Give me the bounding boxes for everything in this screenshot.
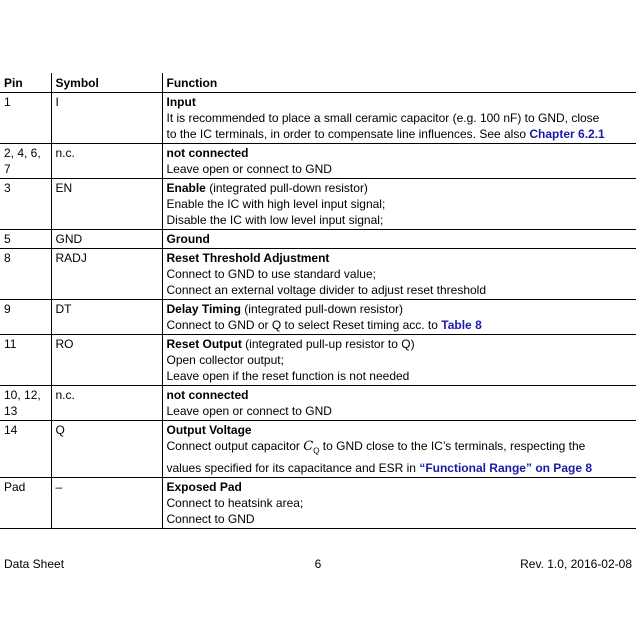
function-cell bbox=[162, 477, 636, 528]
pin-cell: 14 bbox=[0, 421, 51, 478]
pin-cell: 1 bbox=[0, 93, 51, 144]
pin-line: 10, 12, bbox=[4, 388, 41, 402]
table-row bbox=[0, 144, 636, 179]
function-desc: Connect an external voltage divider to adjust reset threshold bbox=[166, 283, 487, 297]
table-row bbox=[0, 421, 636, 478]
function-desc: to the IC terminals, in order to compensate line influences. See also bbox=[166, 127, 530, 141]
function-title: Input bbox=[166, 95, 196, 109]
symbol-cell: n.c. bbox=[51, 386, 162, 421]
function-cell bbox=[162, 386, 636, 421]
function-desc: values specified for its capacitance and ESR in bbox=[166, 460, 420, 475]
function-cell bbox=[162, 249, 636, 300]
pin-cell bbox=[0, 144, 51, 179]
function-desc-line bbox=[167, 317, 633, 333]
function-title-suffix: (integrated pull-up resistor to Q) bbox=[241, 337, 415, 351]
table-row bbox=[0, 249, 636, 300]
function-desc: Leave open or connect to GND bbox=[166, 162, 332, 176]
table-row bbox=[0, 230, 636, 249]
function-desc: Connect to heatsink area; bbox=[166, 495, 304, 510]
symbol-cell: RO bbox=[51, 335, 162, 386]
function-title-suffix: (integrated pull-down resistor) bbox=[205, 181, 368, 195]
function-cell bbox=[162, 421, 636, 478]
pin-cell: Pad bbox=[0, 477, 51, 528]
table-row bbox=[0, 335, 636, 386]
function-title: Reset Output bbox=[166, 337, 242, 351]
function-desc: Open collector output; bbox=[166, 353, 284, 367]
symbol-cell: DT bbox=[51, 300, 162, 335]
symbol-cell: Q bbox=[51, 421, 162, 478]
table-row bbox=[0, 93, 636, 144]
function-desc: Enable the IC with high level input signal; bbox=[166, 197, 386, 211]
pin-cell: 11 bbox=[0, 335, 51, 386]
pin-cell: 8 bbox=[0, 249, 51, 300]
function-title-line bbox=[167, 336, 633, 352]
footer-page-number: 6 bbox=[314, 557, 322, 571]
table-row bbox=[0, 300, 636, 335]
function-title: Reset Threshold Adjustment bbox=[166, 251, 330, 265]
column-header-symbol: Symbol bbox=[51, 73, 162, 93]
function-desc: Leave open if the reset function is not needed bbox=[166, 369, 410, 383]
pin-line: 13 bbox=[4, 404, 18, 418]
chapter-link[interactable]: Chapter 6.2.1 bbox=[529, 127, 605, 141]
function-cell bbox=[162, 335, 636, 386]
function-desc: Connect to GND bbox=[166, 511, 255, 526]
symbol-cell: I bbox=[51, 93, 162, 144]
function-title: Enable bbox=[166, 181, 206, 195]
pin-line: 7 bbox=[4, 162, 11, 176]
function-title-suffix: (integrated pull-down resistor) bbox=[240, 302, 404, 316]
column-header-pin: Pin bbox=[0, 73, 51, 93]
pin-cell: 5 bbox=[0, 230, 51, 249]
function-desc-line bbox=[167, 126, 633, 142]
symbol-cell: n.c. bbox=[51, 144, 162, 179]
column-header-function: Function bbox=[162, 73, 636, 93]
symbol-cell: – bbox=[51, 477, 162, 528]
footer-document-type: Data Sheet bbox=[4, 557, 65, 571]
function-desc: Connect output capacitor bbox=[166, 439, 304, 453]
table-row bbox=[0, 179, 636, 230]
pin-cell: 3 bbox=[0, 179, 51, 230]
function-cell bbox=[162, 179, 636, 230]
table-link[interactable]: Table 8 bbox=[441, 318, 482, 332]
table-row bbox=[0, 477, 636, 528]
function-title: Exposed Pad bbox=[166, 479, 242, 494]
table-row bbox=[0, 386, 636, 421]
pin-line: 2, 4, 6, bbox=[4, 146, 41, 160]
function-cell bbox=[162, 93, 636, 144]
pin-definitions-table bbox=[0, 73, 636, 529]
pin-cell: 9 bbox=[0, 300, 51, 335]
function-desc: to GND close to the IC’s terminals, respecting the bbox=[319, 439, 586, 453]
footer-revision: Rev. 1.0, 2016-02-08 bbox=[520, 557, 632, 571]
function-desc: Connect to GND to use standard value; bbox=[166, 267, 376, 281]
function-title-line bbox=[167, 301, 633, 317]
function-title: Output Voltage bbox=[166, 423, 252, 437]
function-desc: Disable the IC with low level input signal; bbox=[166, 213, 384, 227]
function-title: not connected bbox=[166, 388, 249, 402]
table-header-row bbox=[0, 73, 636, 93]
function-title: Ground bbox=[166, 232, 210, 246]
function-title-line bbox=[167, 180, 633, 196]
capacitor-symbol bbox=[303, 439, 319, 454]
function-cell bbox=[162, 230, 636, 249]
function-cell bbox=[162, 144, 636, 179]
capacitor-letter: C bbox=[303, 439, 314, 454]
functional-range-link[interactable]: “Functional Range” on Page 8 bbox=[419, 460, 592, 475]
function-desc-line bbox=[167, 460, 633, 476]
function-desc: Connect to GND or Q to select Reset timing acc. to bbox=[166, 318, 442, 332]
symbol-cell: RADJ bbox=[51, 249, 162, 300]
symbol-cell: EN bbox=[51, 179, 162, 230]
symbol-cell: GND bbox=[51, 230, 162, 249]
function-title: not connected bbox=[166, 146, 249, 160]
function-cell bbox=[162, 300, 636, 335]
function-desc-line bbox=[167, 438, 633, 460]
function-desc: Leave open or connect to GND bbox=[166, 404, 332, 418]
pin-cell bbox=[0, 386, 51, 421]
capacitor-subscript: Q bbox=[313, 446, 320, 456]
function-desc: It is recommended to place a small ceramic capacitor (e.g. 100 nF) to GND, close bbox=[166, 111, 600, 125]
function-title: Delay Timing bbox=[166, 302, 241, 316]
